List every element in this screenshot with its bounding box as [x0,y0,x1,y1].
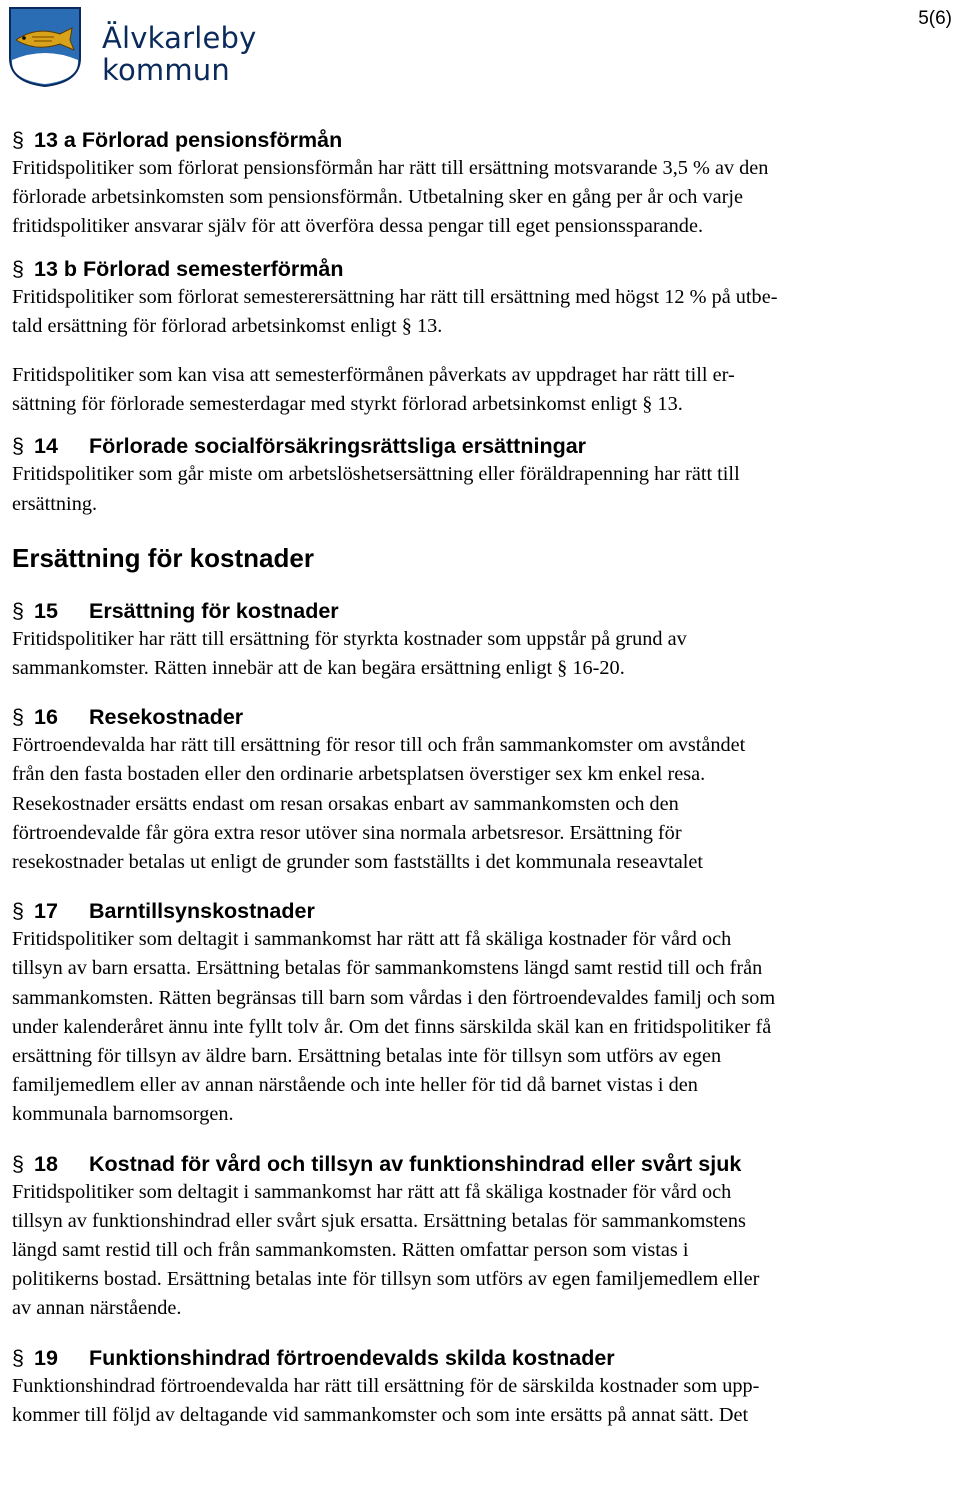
logo-line-2: kommun [102,53,230,87]
municipality-logo-text [102,22,257,86]
section-number: 13 b [34,256,78,281]
group-heading: Ersättning för kostnader [12,542,314,573]
section-number: 15 [34,598,58,623]
section-heading [12,126,952,154]
text-line: Fritidspolitiker som deltagit i sammankomst har rätt att få skäliga kostnader för vård och [12,1180,732,1203]
coat-of-arms-logo [8,6,82,88]
text-line: Fritidspolitiker som förlorat pensionsförmån har rätt till ersättning motsvarande 3,5 % av den [12,157,769,179]
paragraph-symbol: § [12,128,24,152]
page-header [0,0,960,100]
paragraph-symbol: § [12,899,24,924]
section-text [12,1178,952,1324]
text-line: familjemedlem eller av annan närstående och inte heller för tid då barnet vistas i den [12,1074,698,1097]
text-line: politikerns bostad. Ersättning betalas inte för tillsyn som utförs av egen familjemedlem eller [12,1268,760,1291]
text-line: under kalenderåret ännu inte fyllt tolv år. Om det finns särskilda skäl kan en fritidspolitiker få [12,1015,772,1038]
section-title: Förlorade socialförsäkringsrättsliga ersättningar [89,434,587,459]
section-heading [12,597,952,625]
paragraph-symbol: § [12,598,24,623]
text-line: ersättning för tillsyn av äldre barn. Ersättning betalas inte för tillsyn som utförs av egen [12,1045,722,1068]
section-title: Kostnad för vård och tillsyn av funktionshindrad eller svårt sjuk [89,1151,742,1176]
section-heading [12,255,952,283]
section-14 [12,432,952,518]
text-line: sättning för förlorade semesterdagar med styrkt förlorad arbetsinkomst enligt § 13. [12,393,683,416]
section-number: 13 a [34,128,76,152]
section-title: Ersättning för kostnader [89,598,339,623]
text-line: Förtroendevalda har rätt till ersättning för resor till och från sammankomster om avståndet [12,734,746,757]
section-17 [12,897,952,1129]
text-line: Fritidspolitiker som går miste om arbetslöshetsersättning eller föräldrapenning har rätt till [12,463,740,486]
section-heading [12,1344,952,1372]
text-line: av annan närstående. [12,1297,182,1320]
text-line: tald ersättning för förlorad arbetsinkomst enligt § 13. [12,314,443,337]
text-line: sammankomster. Rätten innebär att de kan begära ersättning enligt § 16-20. [12,657,625,680]
section-title: Förlorad pensionsförmån [81,128,343,152]
section-number: 19 [34,1345,58,1370]
section-number: 16 [34,705,58,730]
paragraph-symbol: § [12,705,24,730]
text-line: tillsyn av funktionshindrad eller svårt sjuk ersatta. Ersättning betalas för sammankomstens [12,1209,746,1232]
section-18 [12,1150,952,1324]
text-line: längd samt restid till och från sammankomsten. Rätten omfattar person som vistas i [12,1239,689,1262]
paragraph-symbol: § [12,1151,24,1176]
text-line: Fritidspolitiker som deltagit i sammankomst har rätt att få skäliga kostnader för vård och [12,928,732,951]
text-line: fritidspolitiker ansvarar själv för att överföra dessa pengar till eget pensionssparande. [12,215,704,238]
section-text [12,925,952,1129]
section-15 [12,597,952,683]
text-line: Resekostnader ersätts endast om resan orsakas enbart av sammankomsten och den [12,792,679,815]
section-title: Funktionshindrad förtroendevalds skilda kostnader [89,1345,615,1370]
text-line: sammankomsten. Rätten begränsas till barn som vårdas i den förtroendevaldes familj och som [12,986,776,1009]
section-heading [12,1150,952,1178]
section-title: Förlorad semesterförmån [83,256,344,281]
text-line: från den fasta bostaden eller den ordinarie arbetsplatsen överstiger sex km enkel resa. [12,763,706,786]
text-line: förlorade arbetsinkomsten som pensionsförmån. Utbetalning sker en gång per år och varje [12,186,744,209]
paragraph-symbol: § [12,434,24,459]
text-line: ersättning. [12,492,98,515]
section-heading [12,897,952,925]
section-13b [12,255,952,420]
section-number: 18 [34,1151,58,1176]
section-title: Resekostnader [89,705,244,730]
page-number: 5(6) [918,8,952,29]
section-text-2 [12,361,952,419]
section-title: Barntillsynskostnader [89,899,315,924]
text-line: resekostnader betalas ut enligt de grunder som fastställts i det kommunala reseavtalet [12,851,704,874]
section-16 [12,703,952,877]
text-line: kommer till följd av deltagande vid sammankomster och som inte ersätts på annat sätt. Det [12,1403,749,1426]
section-heading [12,432,952,460]
text-line: Fritidspolitiker som kan visa att semesterförmånen påverkats av uppdraget har rätt till er- [12,364,735,387]
section-text [12,460,952,518]
document-body [12,126,952,1430]
section-13a [12,126,952,242]
section-text [12,283,952,341]
section-text [12,625,952,683]
section-text [12,731,952,877]
text-line: tillsyn av barn ersatta. Ersättning betalas för sammankomstens längd samt restid till och från [12,957,763,980]
section-heading [12,703,952,731]
text-line: Fritidspolitiker som förlorat semesterersättning har rätt till ersättning med högst 12 % på utbe- [12,285,778,308]
section-number: 14 [34,434,58,459]
text-line: Fritidspolitiker har rätt till ersättning för styrkta kostnader som uppstår på grund av [12,627,687,650]
text-line: förtroendevalde får göra extra resor utöver sina normala arbetsresor. Ersättning för [12,821,682,844]
section-text [12,154,952,242]
logo-line-1: Älvkarleby [102,21,257,55]
section-number: 17 [34,899,58,924]
text-line: kommunala barnomsorgen. [12,1103,234,1126]
text-line: Funktionshindrad förtroendevalda har rätt till ersättning för de särskilda kostnader som upp- [12,1374,760,1397]
section-text [12,1372,952,1430]
paragraph-symbol: § [12,1345,24,1370]
section-19 [12,1344,952,1430]
paragraph-symbol: § [12,256,24,281]
